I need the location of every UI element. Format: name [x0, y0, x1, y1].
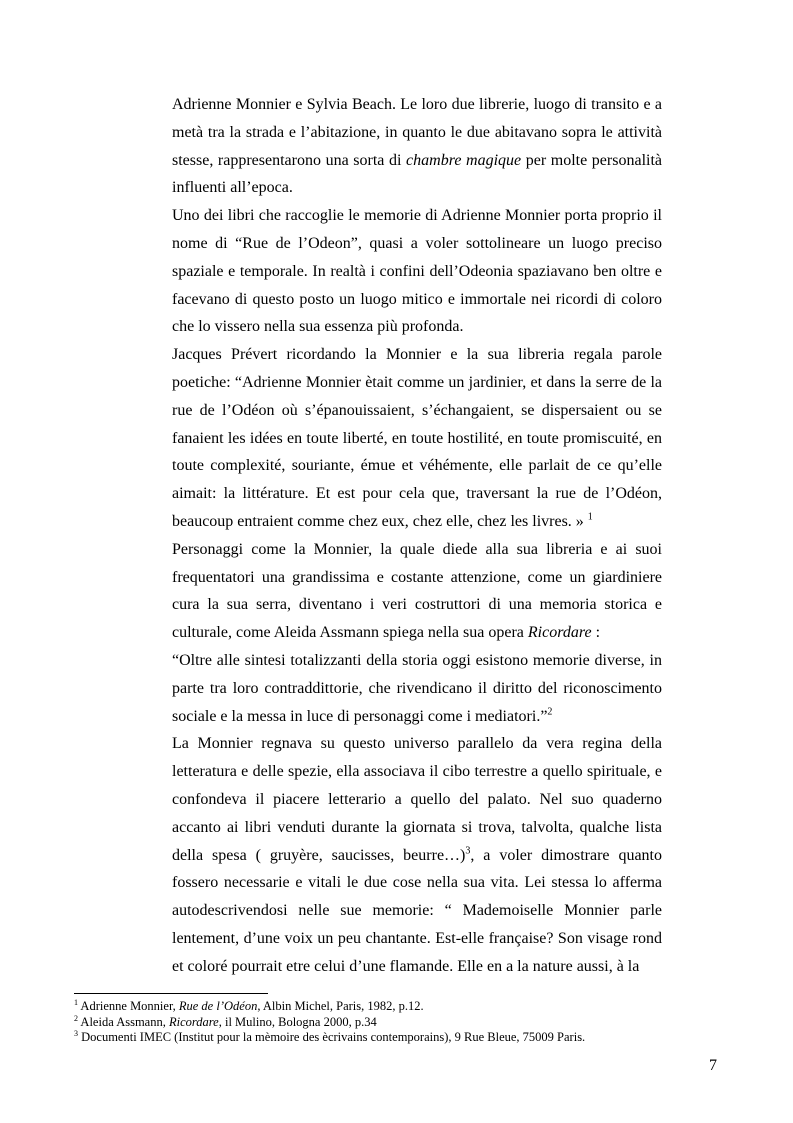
footnote-marker: 1 [587, 511, 593, 523]
footnote [74, 1030, 714, 1046]
body-paragraph [172, 730, 662, 980]
footnote-marker: 3 [465, 845, 471, 857]
footnote-marker: 3 [74, 1028, 78, 1038]
text-run: Adrienne Monnier, [78, 999, 179, 1013]
footnotes [74, 999, 714, 1046]
text-run: , a voler dimostrare quanto fossero necessarie e vitali le due cose nella sua vita. Lei stessa lo afferma autodescrivendosi nelle sue memorie: “ Mademoiselle Monnier parle lentement, d’une voix un peu chantante. Est-elle française? Son visage rond et coloré pourrait etre celui d’une flamande. Elle en a la nature aussi, à la [172, 846, 662, 975]
footnote-marker: 2 [547, 706, 553, 718]
text-run: La Monnier regnava su questo universo parallelo da vera regina della letteratura e delle spezie, ella associava il cibo terrestre a quello spirituale, e confondeva il piacere letterario a quello del palato. Nel suo quaderno accanto ai libri venduti durante la giornata si trova, talvolta, qualche lista della spesa ( gruyère, saucisses, beurre…) [172, 735, 662, 864]
footnote-marker: 2 [74, 1013, 78, 1023]
body-paragraph [172, 536, 662, 647]
body-text [172, 91, 662, 981]
text-run: : [591, 624, 601, 642]
footnote [74, 1015, 714, 1031]
text-run: Adrienne Monnier e Sylvia Beach. Le loro due librerie, luogo di transito e a metà tra la strada e l’abitazione, in quanto le due abitavano sopra le attività stesse, rappresentarono una sorta di [172, 96, 662, 169]
page-number: 7 [709, 1057, 717, 1074]
italic-text: chambre magique [406, 151, 522, 169]
text-run: , Albin Michel, Paris, 1982, p.12. [257, 999, 424, 1013]
footnote [74, 999, 714, 1015]
text-run: per molte personalità influenti all’epoca. [172, 151, 663, 197]
text-run: Aleida Assmann, [78, 1014, 169, 1029]
body-paragraph [172, 647, 662, 730]
footnote-separator [74, 993, 268, 994]
body-paragraph [172, 91, 662, 202]
text-run: , il Mulino, Bologna 2000, p.34 [218, 1014, 377, 1029]
text-run: “Oltre alle sintesi totalizzanti della storia oggi esistono memorie diverse, in parte tra loro contraddittorie, che rivendicano il diritto del riconoscimento sociale e la messa in luce di personaggi come i mediatori.” [172, 651, 662, 725]
body-paragraph [172, 202, 662, 341]
text-run: Jacques Prévert ricordando la Monnier e la sua libreria regala parole poetiche: “Adrienne Monnier ètait comme un jardinier, et dans la serre de la rue de l’Odéon où s’épanouissaient, s’échangaient, se dispersaient ou se fanaient les idées en toute liberté, en toute hostilité, en toute promiscuité, en toute complexité, souriante, émue et véhémente, elle parlait de ce qu’elle aimait: la littérature. Et est pour cela que, traversant la rue de l’Odéon, beaucoup entraient comme chez eux, chez elle, chez les livres. » [172, 346, 662, 530]
footnote-marker: 1 [74, 997, 78, 1007]
body-paragraph [172, 341, 662, 536]
text-run: Documenti IMEC (Institut pour la mèmoire des ècrivains contemporains), 9 Rue Bleue, 75009 Paris. [78, 1030, 586, 1044]
italic-text: Ricordare [168, 1014, 219, 1029]
italic-text: Rue de l’Odéon [178, 999, 258, 1013]
text-run: Uno dei libri che raccoglie le memorie di Adrienne Monnier porta proprio il nome di “Rue de l’Odeon”, quasi a voler sottolineare un luogo preciso spaziale e temporale. In realtà i confini dell’Odeonia spaziavano ben oltre e facevano di questo posto un luogo mitico e immortale nei ricordi di coloro che lo vissero nella sua essenza più profonda. [172, 207, 662, 336]
text-run: Personaggi come la Monnier, la quale diede alla sua libreria e ai suoi frequentatori una grandissima e costante attenzione, come un giardiniere cura la sua serra, diventano i veri costruttori di una memoria storica e culturale, come Aleida Assmann spiega nella sua opera [172, 540, 662, 642]
italic-text: Ricordare [527, 624, 592, 642]
